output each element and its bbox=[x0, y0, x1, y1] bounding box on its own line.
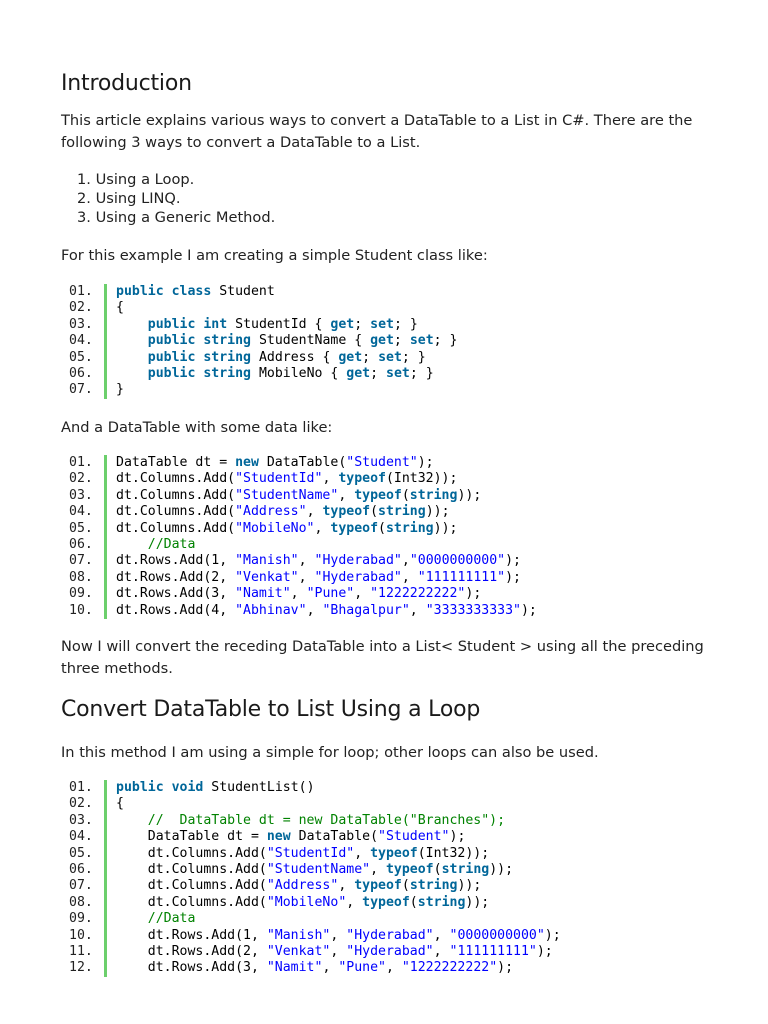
code-token bbox=[116, 333, 148, 348]
code-token: public bbox=[116, 780, 164, 795]
code-token: )); bbox=[489, 861, 514, 877]
gutter-bar bbox=[104, 455, 107, 471]
gutter-bar bbox=[104, 366, 107, 382]
code-token: "1222222222" bbox=[401, 960, 498, 976]
heading-convert-loop: Convert DataTable to List Using a Loop bbox=[61, 697, 481, 722]
code-token: string bbox=[441, 861, 490, 877]
gutter-bar bbox=[104, 570, 107, 586]
code-token: , bbox=[370, 861, 386, 877]
code-token: "111111111" bbox=[449, 943, 537, 959]
code-token: set bbox=[370, 316, 394, 332]
line-number: 05. bbox=[69, 349, 93, 365]
code-token: string bbox=[385, 520, 434, 536]
list-item-text: Using a Generic Method. bbox=[95, 209, 276, 226]
code-token: //Data bbox=[147, 911, 196, 927]
code-token: set bbox=[409, 333, 434, 349]
code-token: string bbox=[203, 333, 251, 349]
code-token: , bbox=[346, 894, 363, 910]
code-token: )); bbox=[433, 520, 458, 536]
code-text bbox=[116, 333, 457, 349]
line-number: 01. bbox=[69, 780, 93, 795]
code-text bbox=[116, 366, 434, 382]
code-line bbox=[69, 878, 709, 894]
code-token bbox=[116, 537, 148, 552]
code-token: ( bbox=[433, 861, 442, 877]
code-token: typeof bbox=[354, 487, 402, 503]
code-block-student-class bbox=[69, 284, 709, 399]
code-token: ; bbox=[370, 365, 386, 381]
code-token: string bbox=[409, 878, 458, 894]
code-token: "0000000000" bbox=[449, 927, 545, 943]
gutter-bar bbox=[104, 504, 107, 520]
code-token: ); bbox=[505, 553, 521, 569]
gutter-bar bbox=[104, 846, 107, 862]
line-number: 04. bbox=[69, 829, 93, 845]
code-token bbox=[116, 350, 148, 365]
gutter-bar bbox=[104, 878, 107, 894]
line-number: 03. bbox=[69, 812, 93, 828]
code-token: } bbox=[116, 382, 124, 398]
code-token: ); bbox=[505, 569, 521, 585]
code-token: DataTable dt = bbox=[116, 829, 267, 845]
code-text bbox=[116, 911, 195, 927]
code-token: dt.Rows.Add(1, bbox=[116, 553, 236, 569]
code-token: "Venkat" bbox=[266, 943, 331, 959]
code-token: "StudentId" bbox=[235, 471, 323, 487]
code-line bbox=[69, 846, 709, 862]
list-item bbox=[61, 208, 275, 227]
code-line bbox=[69, 780, 709, 796]
code-token: "0000000000" bbox=[409, 553, 506, 569]
code-token bbox=[116, 366, 148, 381]
line-number: 06. bbox=[69, 861, 93, 877]
code-text bbox=[116, 521, 457, 537]
code-text bbox=[116, 570, 521, 586]
code-token: "StudentId" bbox=[266, 845, 355, 861]
code-token: dt.Rows.Add(4, bbox=[116, 602, 236, 618]
code-text bbox=[116, 928, 561, 944]
code-line bbox=[69, 796, 709, 812]
code-token: , bbox=[385, 960, 402, 976]
code-token: set bbox=[378, 349, 402, 365]
code-line bbox=[69, 895, 709, 911]
code-line bbox=[69, 488, 709, 504]
code-token: dt.Columns.Add( bbox=[116, 845, 267, 861]
code-token: dt.Columns.Add( bbox=[116, 894, 267, 910]
code-line bbox=[69, 829, 709, 845]
code-token: ; bbox=[393, 333, 410, 349]
code-token: set bbox=[386, 365, 410, 381]
code-block-student-list bbox=[69, 780, 709, 977]
code-token: "Hyderabad" bbox=[346, 943, 434, 959]
code-token: , bbox=[322, 960, 339, 976]
line-number: 02. bbox=[69, 471, 93, 487]
code-text bbox=[116, 471, 457, 487]
code-token: { bbox=[116, 300, 124, 316]
code-text bbox=[116, 317, 418, 333]
code-line bbox=[69, 471, 709, 487]
code-token: , bbox=[338, 487, 355, 503]
code-token: typeof bbox=[354, 878, 402, 894]
code-token: ; bbox=[362, 349, 379, 365]
line-number: 04. bbox=[69, 504, 93, 520]
code-token: dt.Columns.Add( bbox=[116, 471, 236, 487]
gutter-bar bbox=[104, 350, 107, 366]
line-number: 03. bbox=[69, 316, 93, 332]
list-item-text: Using LINQ. bbox=[95, 190, 181, 207]
code-token: ); bbox=[449, 829, 466, 845]
code-token: "Manish" bbox=[266, 927, 331, 943]
code-token: , bbox=[298, 553, 315, 569]
code-text bbox=[116, 586, 481, 602]
code-token: ); bbox=[520, 602, 537, 618]
code-token: // DataTable dt = new DataTable("Branches"); bbox=[147, 812, 506, 828]
code-token: , bbox=[298, 569, 315, 585]
line-number: 03. bbox=[69, 487, 93, 503]
code-token: "3333333333" bbox=[425, 602, 521, 618]
gutter-bar bbox=[104, 284, 107, 300]
line-number: 01. bbox=[69, 284, 93, 299]
code-text bbox=[116, 350, 426, 366]
code-token: ); bbox=[465, 586, 482, 602]
gutter-bar bbox=[104, 603, 107, 619]
line-number: 05. bbox=[69, 845, 93, 861]
code-token: , bbox=[290, 586, 307, 602]
code-text bbox=[116, 284, 275, 300]
code-text bbox=[116, 488, 481, 504]
code-line bbox=[69, 537, 709, 553]
convert-paragraph: Now I will convert the receding DataTable into a List< Student > using all the preceding three methods. bbox=[61, 638, 704, 677]
code-token: ( bbox=[401, 878, 410, 894]
code-token: dt.Columns.Add( bbox=[116, 861, 267, 877]
code-token bbox=[116, 813, 148, 828]
code-token: public bbox=[147, 316, 196, 332]
code-token: dt.Rows.Add(3, bbox=[116, 586, 236, 602]
gutter-bar bbox=[104, 813, 107, 829]
line-number: 06. bbox=[69, 536, 93, 552]
gutter-bar bbox=[104, 521, 107, 537]
code-token: int bbox=[203, 316, 228, 332]
gutter-bar bbox=[104, 333, 107, 349]
code-line bbox=[69, 366, 709, 382]
code-text bbox=[116, 603, 537, 619]
gutter-bar bbox=[104, 471, 107, 487]
gutter-bar bbox=[104, 553, 107, 569]
code-token: "Hyderabad" bbox=[314, 569, 402, 585]
code-token: ( bbox=[370, 504, 379, 520]
line-number: 10. bbox=[69, 927, 93, 943]
code-token: "Student" bbox=[346, 455, 418, 470]
code-text bbox=[116, 300, 124, 316]
code-token: dt.Columns.Add( bbox=[116, 487, 236, 503]
code-token: "Venkat" bbox=[235, 569, 299, 585]
code-token: MobileNo { bbox=[251, 365, 347, 381]
code-token: StudentName { bbox=[251, 333, 371, 349]
code-token: "MobileNo" bbox=[266, 894, 347, 910]
code-token: )); bbox=[425, 504, 450, 520]
code-token: new bbox=[266, 829, 291, 845]
code-token: public bbox=[116, 284, 164, 299]
code-line bbox=[69, 944, 709, 960]
code-token: , bbox=[322, 471, 339, 487]
code-line bbox=[69, 570, 709, 586]
code-token: StudentList() bbox=[203, 780, 315, 795]
code-line bbox=[69, 928, 709, 944]
list-item bbox=[61, 189, 275, 208]
code-token: )); bbox=[457, 878, 482, 894]
gutter-bar bbox=[104, 300, 107, 316]
code-text bbox=[116, 780, 315, 796]
code-line bbox=[69, 521, 709, 537]
code-token: "Address" bbox=[235, 504, 307, 520]
code-line bbox=[69, 586, 709, 602]
code-text bbox=[116, 960, 513, 976]
code-token: string bbox=[203, 365, 251, 381]
code-token: typeof bbox=[338, 471, 386, 487]
code-token: , bbox=[338, 878, 355, 894]
code-token: , bbox=[354, 845, 371, 861]
code-text bbox=[116, 846, 489, 862]
class-intro-paragraph: For this example I am creating a simple Student class like: bbox=[61, 247, 488, 264]
code-line bbox=[69, 862, 709, 878]
code-token: typeof bbox=[322, 504, 371, 520]
code-text bbox=[116, 878, 481, 894]
code-token: ); bbox=[536, 943, 553, 959]
code-token: ( bbox=[378, 520, 386, 536]
code-line bbox=[69, 504, 709, 520]
code-token bbox=[164, 780, 172, 795]
code-text bbox=[116, 813, 505, 829]
code-line bbox=[69, 911, 709, 927]
code-token: string bbox=[378, 504, 426, 520]
code-token: )); bbox=[465, 894, 490, 910]
code-text bbox=[116, 944, 553, 960]
code-token: "Bhagalpur" bbox=[322, 602, 410, 618]
gutter-bar bbox=[104, 780, 107, 796]
code-token: Student bbox=[211, 284, 275, 299]
line-number: 11. bbox=[69, 943, 93, 959]
gutter-bar bbox=[104, 928, 107, 944]
gutter-bar bbox=[104, 488, 107, 504]
code-token: ; bbox=[354, 316, 371, 332]
line-number: 07. bbox=[69, 553, 93, 569]
code-token: , bbox=[433, 943, 450, 959]
code-token: get bbox=[346, 365, 371, 381]
code-token: ; } bbox=[409, 365, 434, 381]
code-token: dt.Rows.Add(1, bbox=[116, 927, 267, 943]
code-text bbox=[116, 829, 465, 845]
code-text bbox=[116, 796, 124, 812]
code-line bbox=[69, 960, 709, 976]
code-token bbox=[116, 317, 148, 332]
code-token: ( bbox=[401, 487, 410, 503]
code-text bbox=[116, 895, 489, 911]
code-token: , bbox=[330, 927, 347, 943]
code-token: dt.Columns.Add( bbox=[116, 520, 236, 536]
code-token: ); bbox=[497, 960, 514, 976]
code-token: dt.Rows.Add(3, bbox=[116, 960, 267, 976]
code-token: ( bbox=[409, 894, 418, 910]
code-token: "Hyderabad" bbox=[314, 553, 402, 569]
code-token: get bbox=[338, 349, 363, 365]
code-token: public bbox=[147, 333, 196, 349]
line-number: 04. bbox=[69, 333, 93, 349]
code-token: , bbox=[401, 553, 410, 569]
gutter-bar bbox=[104, 382, 107, 398]
code-token: "Namit" bbox=[235, 586, 291, 602]
ways-list bbox=[61, 170, 275, 227]
gutter-bar bbox=[104, 537, 107, 553]
code-token: typeof bbox=[330, 520, 379, 536]
line-number: 02. bbox=[69, 300, 93, 316]
line-number: 07. bbox=[69, 878, 93, 894]
code-token bbox=[164, 284, 172, 299]
line-number: 09. bbox=[69, 911, 93, 927]
code-token: "MobileNo" bbox=[235, 520, 315, 536]
gutter-bar bbox=[104, 944, 107, 960]
code-token: , bbox=[409, 602, 426, 618]
code-line bbox=[69, 350, 709, 366]
code-line bbox=[69, 603, 709, 619]
line-number: 08. bbox=[69, 894, 93, 910]
code-token: , bbox=[330, 943, 347, 959]
code-token: typeof bbox=[385, 861, 434, 877]
code-token: DataTable( bbox=[258, 455, 347, 470]
code-token: )); bbox=[457, 487, 482, 503]
code-token: StudentId { bbox=[227, 316, 331, 332]
code-token: ; } bbox=[401, 349, 426, 365]
code-token: Address { bbox=[251, 349, 339, 365]
code-token: dt.Rows.Add(2, bbox=[116, 943, 267, 959]
line-number: 07. bbox=[69, 382, 93, 398]
code-token: "Abhinav" bbox=[235, 602, 307, 618]
gutter-bar bbox=[104, 796, 107, 812]
gutter-bar bbox=[104, 829, 107, 845]
code-token: void bbox=[171, 780, 204, 795]
code-token bbox=[116, 911, 148, 926]
code-line bbox=[69, 382, 709, 398]
code-token: DataTable dt = bbox=[116, 455, 236, 470]
code-line bbox=[69, 333, 709, 349]
list-item-text: Using a Loop. bbox=[95, 171, 195, 188]
code-line bbox=[69, 284, 709, 300]
code-block-datatable bbox=[69, 455, 709, 619]
code-token: , bbox=[306, 602, 323, 618]
code-token: , bbox=[401, 569, 418, 585]
code-token: "111111111" bbox=[417, 569, 506, 585]
code-token: typeof bbox=[370, 845, 418, 861]
code-token: , bbox=[306, 504, 323, 520]
code-token: "Hyderabad" bbox=[346, 927, 434, 943]
code-token: string bbox=[409, 487, 458, 503]
code-token: "Pune" bbox=[306, 586, 355, 602]
list-number: 3. bbox=[77, 209, 91, 226]
gutter-bar bbox=[104, 960, 107, 976]
code-token: "1222222222" bbox=[370, 586, 466, 602]
code-token: ; } bbox=[433, 333, 458, 349]
line-number: 05. bbox=[69, 520, 93, 536]
code-text bbox=[116, 537, 195, 553]
line-number: 01. bbox=[69, 455, 93, 470]
code-token: typeof bbox=[362, 894, 410, 910]
code-token: //Data bbox=[147, 536, 196, 552]
line-number: 12. bbox=[69, 960, 93, 976]
loop-intro-paragraph: In this method I am using a simple for loop; other loops can also be used. bbox=[61, 744, 599, 761]
line-number: 02. bbox=[69, 796, 93, 812]
code-token: dt.Columns.Add( bbox=[116, 878, 267, 894]
code-token: (Int32)); bbox=[417, 845, 490, 861]
code-token: , bbox=[314, 520, 331, 536]
code-token: DataTable( bbox=[290, 829, 379, 845]
intro-paragraph: This article explains various ways to convert a DataTable to a List in C#. There are the following 3 ways to convert a DataTable to a List. bbox=[61, 112, 693, 151]
code-token: "StudentName" bbox=[235, 487, 339, 503]
line-number: 10. bbox=[69, 602, 93, 618]
code-token: , bbox=[354, 586, 371, 602]
code-token: get bbox=[330, 316, 355, 332]
code-line bbox=[69, 300, 709, 316]
code-token: "Namit" bbox=[266, 960, 323, 976]
heading-introduction: Introduction bbox=[61, 71, 192, 96]
list-number: 2. bbox=[77, 190, 91, 207]
gutter-bar bbox=[104, 317, 107, 333]
line-number: 06. bbox=[69, 365, 93, 381]
code-token: string bbox=[203, 349, 251, 365]
gutter-bar bbox=[104, 862, 107, 878]
code-text bbox=[116, 553, 521, 569]
code-token: class bbox=[171, 284, 212, 299]
code-token: "Manish" bbox=[235, 553, 299, 569]
gutter-bar bbox=[104, 895, 107, 911]
code-token: ; } bbox=[393, 316, 418, 332]
code-line bbox=[69, 553, 709, 569]
gutter-bar bbox=[104, 911, 107, 927]
gutter-bar bbox=[104, 586, 107, 602]
code-token: public bbox=[147, 365, 196, 381]
code-token: ); bbox=[544, 927, 561, 943]
code-token: dt.Rows.Add(2, bbox=[116, 569, 236, 585]
code-line bbox=[69, 317, 709, 333]
code-text bbox=[116, 382, 124, 398]
code-token: public bbox=[147, 349, 196, 365]
code-token: "Student" bbox=[378, 829, 450, 845]
code-token: , bbox=[433, 927, 450, 943]
code-token: (Int32)); bbox=[385, 471, 458, 487]
code-line bbox=[69, 455, 709, 471]
code-token: new bbox=[235, 455, 259, 470]
code-token: "StudentName" bbox=[266, 861, 371, 877]
code-token: string bbox=[417, 894, 466, 910]
code-text bbox=[116, 862, 513, 878]
list-number: 1. bbox=[77, 171, 91, 188]
code-token: get bbox=[370, 333, 394, 349]
line-number: 09. bbox=[69, 586, 93, 602]
code-text bbox=[116, 504, 450, 520]
code-token: "Address" bbox=[266, 878, 339, 894]
code-token: ); bbox=[417, 455, 434, 470]
code-line bbox=[69, 813, 709, 829]
list-item bbox=[61, 170, 275, 189]
line-number: 08. bbox=[69, 569, 93, 585]
datatable-intro-paragraph: And a DataTable with some data like: bbox=[61, 419, 333, 436]
code-token: "Pune" bbox=[338, 960, 386, 976]
code-token: dt.Columns.Add( bbox=[116, 504, 236, 520]
code-token: { bbox=[116, 796, 124, 812]
code-text bbox=[116, 455, 434, 471]
